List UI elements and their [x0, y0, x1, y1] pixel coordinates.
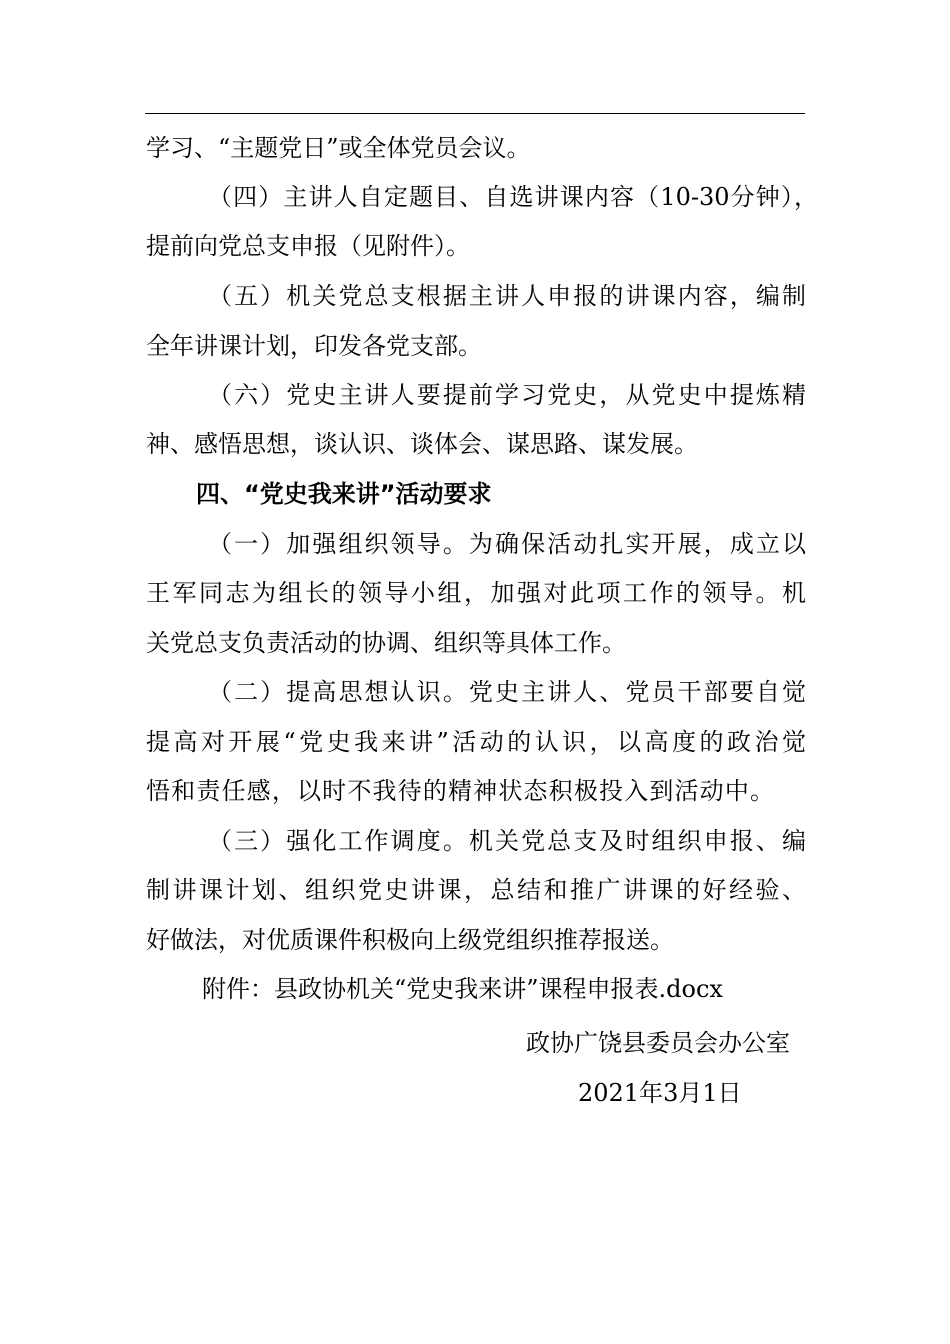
- paragraph-line: 好做法，对优质课件积极向上级党组织推荐报送。: [146, 926, 674, 954]
- paragraph-line: 制讲课计划、组织党史讲课，总结和推广讲课的好经验、: [146, 876, 806, 904]
- paragraph-line: 王军同志为组长的领导小组，加强对此项工作的领导。机: [146, 579, 806, 607]
- paragraph-line: 全年讲课计划，印发各党支部。: [146, 332, 482, 360]
- paragraph-line: （二）提高思想认识。党史主讲人、党员干部要自觉: [208, 678, 806, 706]
- paragraph-line: （五）机关党总支根据主讲人申报的讲课内容，编制: [208, 282, 806, 310]
- paragraph-line: （四）主讲人自定题目、自选讲课内容（10-30分钟），: [208, 183, 818, 211]
- paragraph-line: （三）强化工作调度。机关党总支及时组织申报、编: [208, 827, 806, 855]
- header-rule: [145, 113, 805, 114]
- paragraph-line: 提前向党总支申报（见附件）。: [146, 232, 470, 260]
- paragraph-line: （一）加强组织领导。为确保活动扎实开展，成立以: [208, 530, 806, 558]
- paragraph-line: 悟和责任感，以时不我待的精神状态积极投入到活动中。: [146, 777, 774, 805]
- paragraph-line: 学习、“主题党日”或全体党员会议。: [146, 134, 531, 162]
- paragraph-line: 神、感悟思想，谈认识、谈体会、谋思路、谋发展。: [146, 430, 698, 458]
- attachment-line: 附件：县政协机关“党史我来讲”课程申报表.docx: [202, 975, 723, 1003]
- paragraph-line: 关党总支负责活动的协调、组织等具体工作。: [146, 629, 626, 657]
- signature-date: 2021年3月1日: [578, 1079, 742, 1107]
- paragraph-line: （六）党史主讲人要提前学习党史，从党史中提炼精: [208, 381, 806, 409]
- paragraph-line: 提高对开展“党史我来讲”活动的认识，以高度的政治觉: [146, 728, 806, 756]
- section-heading: 四、“党史我来讲”活动要求: [196, 480, 492, 508]
- signature-organization: 政协广饶县委员会办公室: [526, 1029, 790, 1057]
